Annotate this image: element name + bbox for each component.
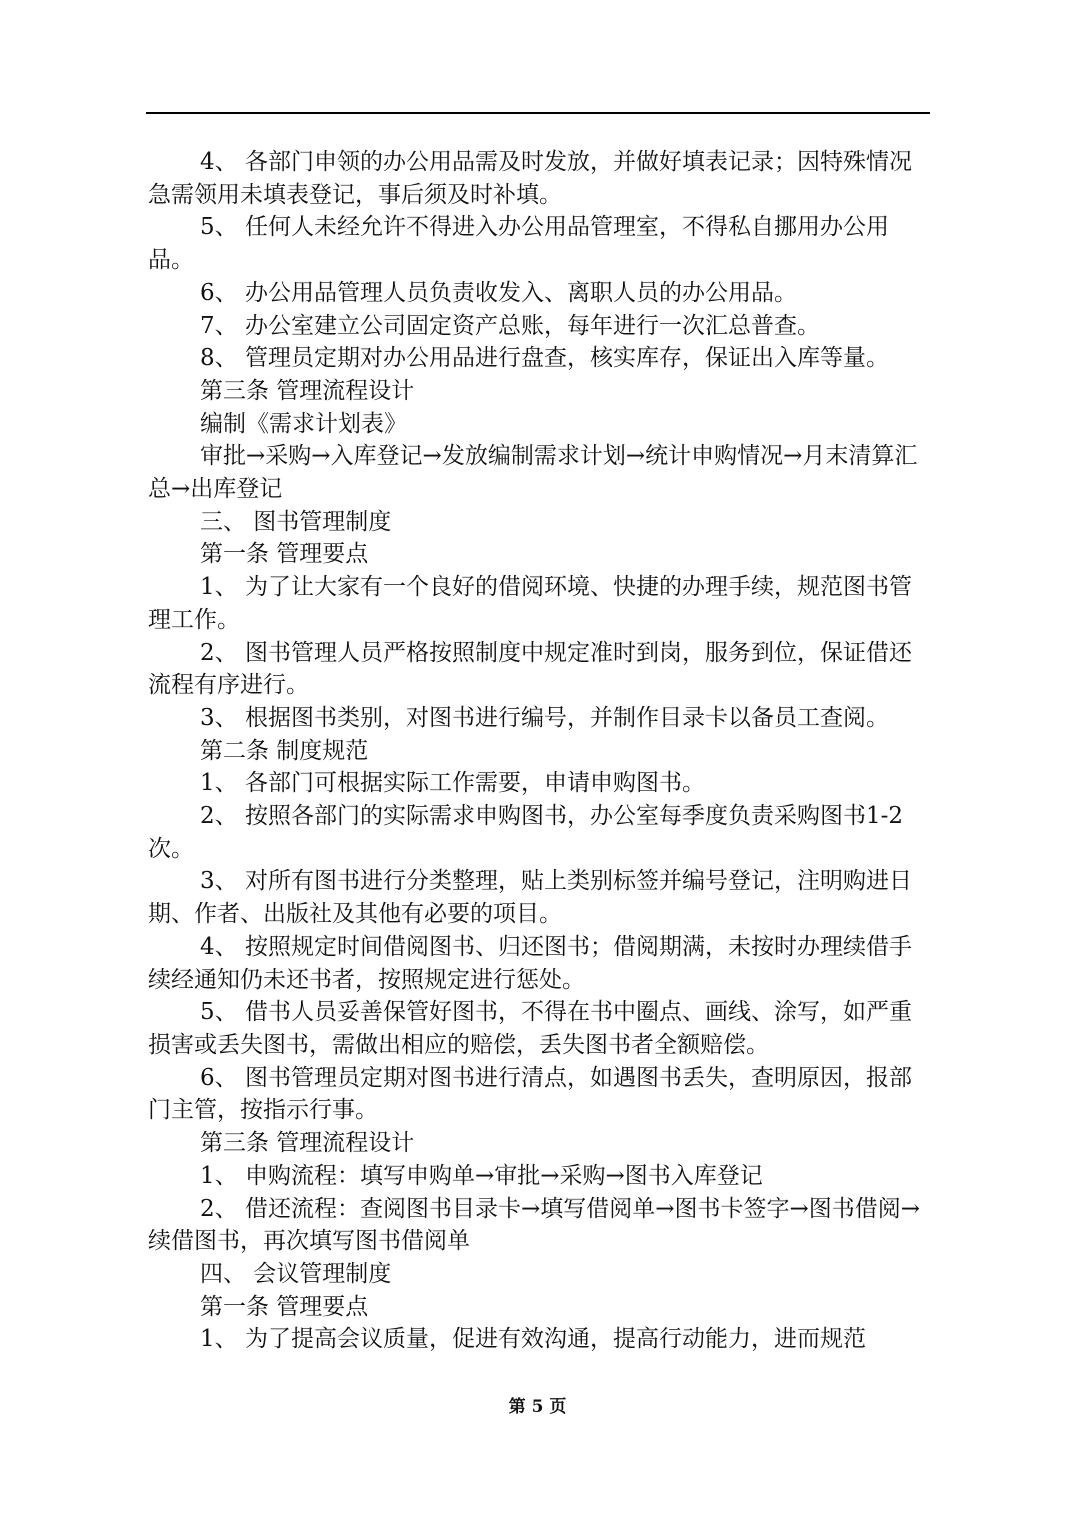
paragraph: 2、 按照各部门的实际需求申购图书，办公室每季度负责采购图书1-2次。	[148, 803, 903, 862]
paragraph: 3、 根据图书类别，对图书进行编号，并制作目录卡以备员工查阅。	[200, 704, 889, 731]
chapter-heading: 三、 图书管理制度	[200, 508, 392, 535]
paragraph: 5、 借书人员妥善保管好图书，不得在书中圈点、画线、涂写，如严重损害或丢失图书，需做出相应的赔偿，丢失图书者全额赔偿。	[148, 999, 912, 1058]
paragraph: 1、 申购流程：填写申购单→审批→采购→图书入库登记	[200, 1162, 763, 1189]
chapter-heading: 四、 会议管理制度	[200, 1260, 392, 1287]
paragraph: 5、 任何人未经允许不得进入办公用品管理室，不得私自挪用办公用品。	[148, 214, 889, 274]
paragraph: 2、 图书管理人员严格按照制度中规定准时到岗，服务到位，保证借还流程有序进行。	[148, 639, 912, 699]
header-rule	[146, 112, 930, 114]
page-number: 第 5 页	[508, 1397, 567, 1417]
section-heading: 第三条 管理流程设计	[200, 1130, 415, 1157]
section-heading: 第二条 制度规范	[200, 737, 369, 764]
paragraph: 1、 为了让大家有一个良好的借阅环境、快捷的办理手续，规范图书管理工作。	[148, 574, 912, 633]
paragraph: 编制《需求计划表》	[200, 410, 407, 437]
paragraph: 3、 对所有图书进行分类整理，贴上类别标签并编号登记，注明购进日期、作者、出版社及其他有必要的项目。	[148, 868, 912, 928]
paragraph: 2、 借还流程：查阅图书目录卡→填写借阅单→图书卡签字→图书借阅→续借图书，再次填写图书借阅单	[148, 1195, 921, 1255]
paragraph: 4、 各部门申领的办公用品需及时发放，并做好填表记录；因特殊情况急需领用未填表登记，事后须及时补填。	[148, 149, 912, 208]
document-body	[148, 146, 932, 1356]
paragraph: 8、 管理员定期对办公用品进行盘查，核实库存，保证出入库等量。	[200, 345, 889, 372]
section-heading: 第三条 管理流程设计	[200, 377, 415, 404]
paragraph: 6、 图书管理员定期对图书进行清点，如遇图书丢失，查明原因，报部门主管，按指示行事。	[148, 1064, 912, 1124]
section-heading: 第一条 管理要点	[200, 541, 369, 568]
paragraph: 审批→采购→入库登记→发放编制需求计划→统计申购情况→月末清算汇总→出库登记	[148, 443, 918, 503]
paragraph: 7、 办公室建立公司固定资产总账，每年进行一次汇总普查。	[200, 312, 820, 339]
section-heading: 第一条 管理要点	[200, 1293, 369, 1320]
paragraph: 1、 各部门可根据实际工作需要，申请申购图书。	[200, 770, 705, 797]
paragraph: 1、 为了提高会议质量，促进有效沟通，提高行动能力，进而规范	[200, 1326, 866, 1353]
paragraph: 6、 办公用品管理人员负责收发入、离职人员的办公用品。	[200, 279, 797, 306]
paragraph: 4、 按照规定时间借阅图书、归还图书；借阅期满，未按时办理续借手续经通知仍未还书者，按照规定进行惩处。	[148, 933, 912, 993]
